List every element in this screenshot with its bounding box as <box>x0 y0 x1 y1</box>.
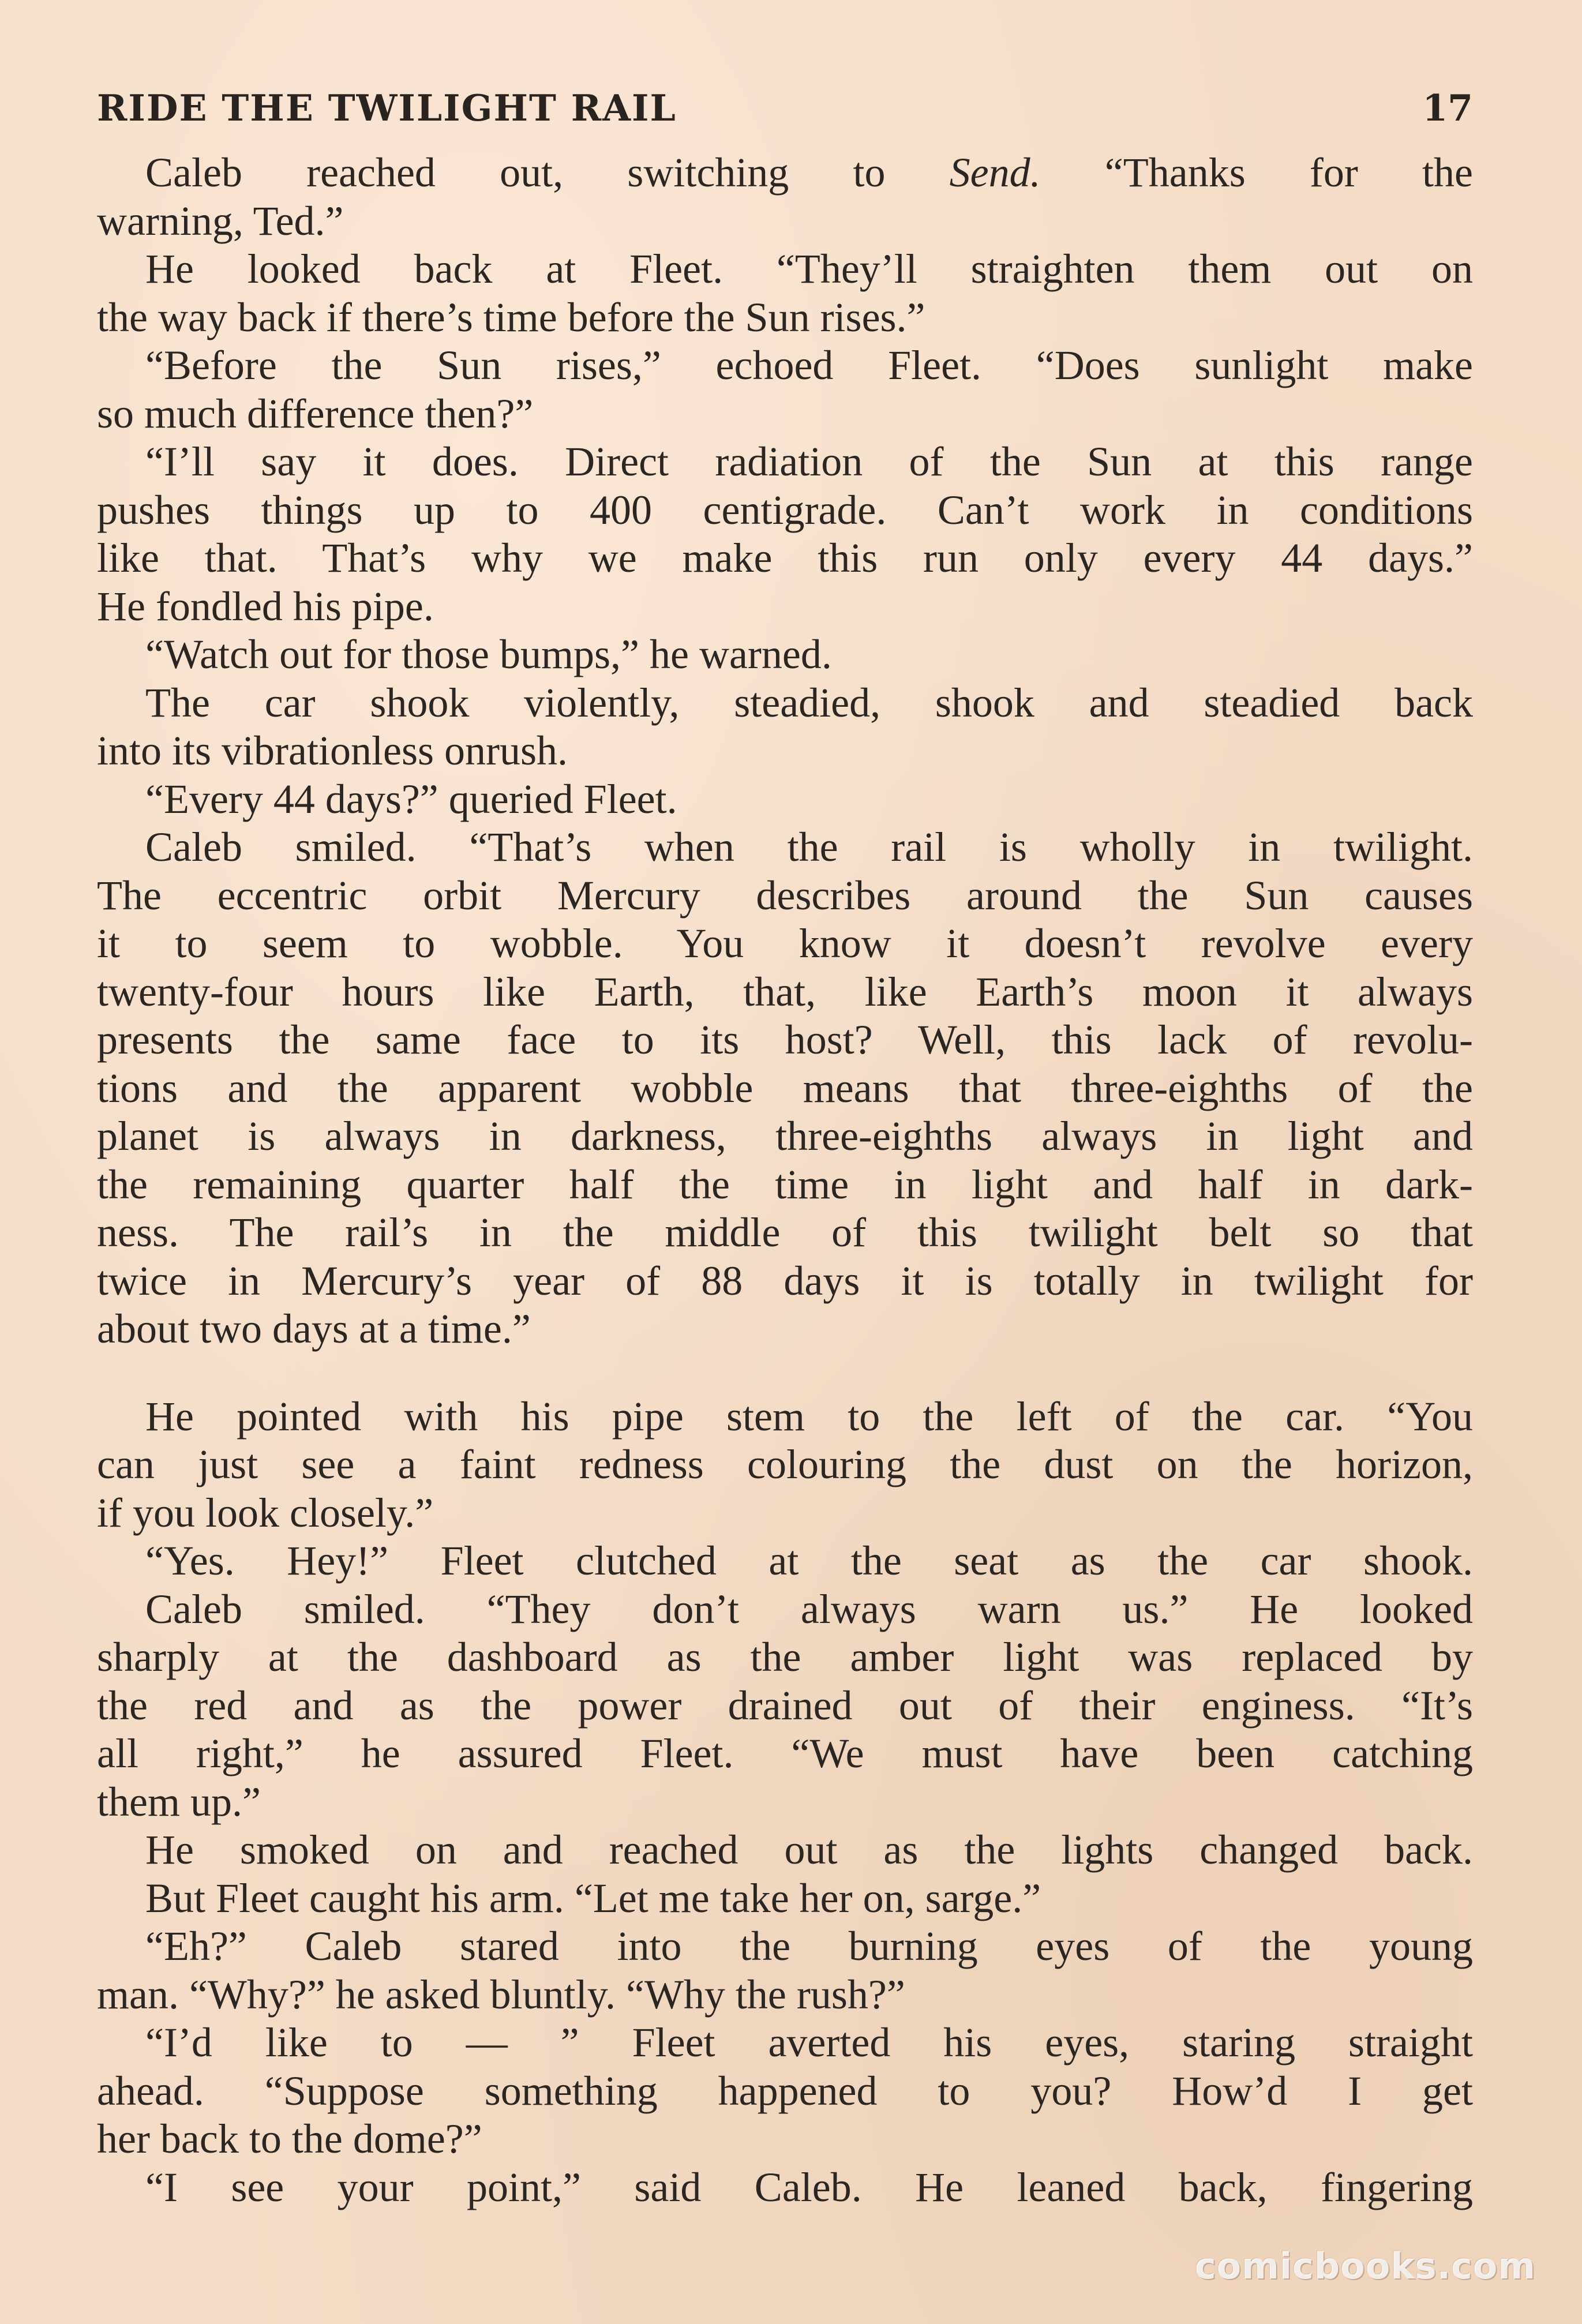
text-line: “Every 44 days?” queried Fleet. <box>145 775 677 822</box>
text-line: the red and as the power drained out of their enginess. “It’s <box>97 1682 1473 1729</box>
text-line: He fondled his pipe. <box>97 583 434 629</box>
text-line: “Yes. Hey!” Fleet clutched at the seat as the car shook. <box>145 1538 1473 1584</box>
text-line: warning, Ted.” <box>97 197 344 244</box>
text-line: Caleb smiled. “They don’t always warn us.” He looked <box>145 1585 1473 1632</box>
running-title: RIDE THE TWILIGHT RAIL <box>97 87 677 129</box>
text-line: all right,” he assured Fleet. “We must have been catching <box>97 1730 1473 1776</box>
page-number: 17 <box>1422 87 1473 129</box>
text-line: He pointed with his pipe stem to the left of the car. “You <box>145 1393 1473 1440</box>
text-line: man. “Why?” he asked bluntly. “Why the rush?” <box>97 1971 905 2018</box>
text-line: “Before the Sun rises,” echoed Fleet. “Does sunlight make <box>145 342 1473 388</box>
text-line: pushes things up to 400 centigrade. Can’t work in conditions <box>97 486 1473 533</box>
text-line: “I’ll say it does. Direct radiation of the Sun at this range <box>145 438 1473 485</box>
italic-word: Send. <box>949 149 1041 196</box>
text-line: Caleb smiled. “That’s when the rail is wholly in twilight. <box>145 824 1473 870</box>
text-line: But Fleet caught his arm. “Let me take her on, sarge.” <box>145 1875 1041 1921</box>
text-line: tions and the apparent wobble means that three-eighths of the <box>97 1064 1473 1111</box>
text-line: ness. The rail’s in the middle of this twilight belt so that <box>97 1209 1473 1255</box>
text-line: twice in Mercury’s year of 88 days it is totally in twilight for <box>97 1257 1473 1304</box>
text-line: He looked back at Fleet. “They’ll straighten them out on <box>145 246 1473 292</box>
text-line: The eccentric orbit Mercury describes around the Sun causes <box>97 872 1473 919</box>
text-line: the remaining quarter half the time in light and half in dark- <box>97 1161 1473 1208</box>
text-line: ahead. “Suppose something happened to you? How’d I get <box>97 2067 1473 2114</box>
watermark: comicbooks.com <box>1194 2245 1536 2287</box>
text-line: presents the same face to its host? Well, this lack of revolu- <box>97 1017 1473 1063</box>
running-head <box>97 87 1473 138</box>
text-line: “I see your point,” said Caleb. He leaned back, fingering <box>145 2164 1473 2210</box>
text-line: about two days at a time.” <box>97 1306 531 1352</box>
text-line: The car shook violently, steadied, shook and steadied back <box>145 679 1473 726</box>
text-line: “I’d like to — ” Fleet averted his eyes, staring straight <box>145 2019 1473 2066</box>
text-line: “Watch out for those bumps,” he warned. <box>145 631 832 677</box>
paragraph-gap <box>97 1354 1473 1393</box>
text-line: into its vibrationless onrush. <box>97 728 568 774</box>
text-line: can just see a faint redness colouring the dust on the horizon, <box>97 1441 1473 1487</box>
text-line: twenty-four hours like Earth, that, like Earth’s moon it always <box>97 968 1473 1015</box>
text-line: so much difference then?” <box>97 390 534 437</box>
text-line: “Eh?” Caleb stared into the burning eyes of the young <box>145 1923 1473 1969</box>
body-text <box>97 149 1473 2211</box>
text-line: sharply at the dashboard as the amber light was replaced by <box>97 1634 1473 1680</box>
text-line: her back to the dome?” <box>97 2116 482 2162</box>
text-line: planet is always in darkness, three-eighths always in light and <box>97 1113 1473 1159</box>
text-line: He smoked on and reached out as the lights changed back. <box>145 1827 1473 1873</box>
text-line: Caleb reached out, switching to Send. “Thanks for the <box>145 149 1473 196</box>
text-line: them up.” <box>97 1778 261 1825</box>
text-line: like that. That’s why we make this run only every 44 days.” <box>97 535 1473 581</box>
text-line: if you look closely.” <box>97 1489 434 1536</box>
text-line: the way back if there’s time before the Sun rises.” <box>97 294 925 340</box>
text-line: it to seem to wobble. You know it doesn’t revolve every <box>97 920 1473 966</box>
